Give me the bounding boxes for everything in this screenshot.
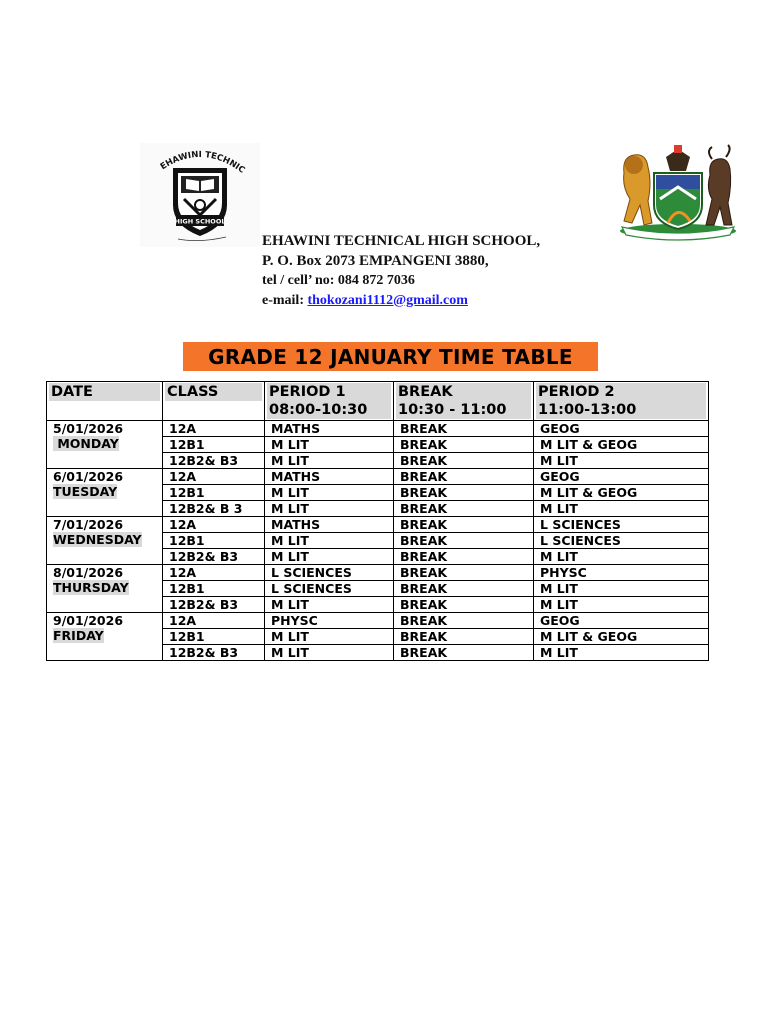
coat-of-arms-logo	[612, 143, 744, 241]
email-label: e-mail:	[262, 292, 304, 308]
class-cell: 12A	[163, 469, 265, 485]
period-1-cell: MATHS	[265, 517, 394, 533]
break-cell: BREAK	[394, 565, 534, 581]
period-2-cell: M LIT	[534, 581, 709, 597]
period-1-cell: L SCIENCES	[265, 565, 394, 581]
break-cell: BREAK	[394, 469, 534, 485]
break-cell: BREAK	[394, 613, 534, 629]
break-cell: BREAK	[394, 581, 534, 597]
period-2-cell: M LIT	[534, 453, 709, 469]
period-1-cell: MATHS	[265, 469, 394, 485]
date-text: 6/01/2026	[53, 469, 124, 484]
svg-text:EHAWINI TECHNICAL: EHAWINI TECHNIC	[158, 149, 247, 176]
break-cell: BREAK	[394, 485, 534, 501]
break-cell: BREAK	[394, 629, 534, 645]
table-body	[47, 421, 709, 661]
timetable-title: GRADE 12 JANUARY TIME TABLE	[208, 344, 573, 369]
period-2-cell: M LIT	[534, 501, 709, 517]
email-line	[262, 291, 540, 311]
class-cell: 12A	[163, 613, 265, 629]
date-text: 9/01/2026	[53, 613, 124, 628]
column-header-label: BREAK	[396, 383, 531, 401]
column-header-period-2	[534, 382, 709, 421]
break-cell: BREAK	[394, 453, 534, 469]
break-cell: BREAK	[394, 533, 534, 549]
column-header-label: PERIOD 1	[267, 383, 391, 401]
column-header-time: 11:00-13:00	[536, 401, 706, 419]
class-cell: 12B1	[163, 629, 265, 645]
period-2-cell: GEOG	[534, 613, 709, 629]
phone-number: tel / cell’ no: 084 872 7036	[262, 273, 415, 288]
table-row	[47, 565, 709, 581]
date-cell	[47, 517, 163, 565]
class-cell: 12B2& B 3	[163, 501, 265, 517]
class-cell: 12B2& B3	[163, 453, 265, 469]
period-1-cell: PHYSC	[265, 613, 394, 629]
period-1-cell: M LIT	[265, 645, 394, 661]
table-row	[47, 469, 709, 485]
school-address-block	[262, 232, 540, 310]
column-header-time: 10:30 - 11:00	[396, 401, 531, 419]
school-crest-logo	[140, 143, 260, 247]
date-text: 8/01/2026	[53, 565, 124, 580]
break-cell: BREAK	[394, 645, 534, 661]
period-2-cell: PHYSC	[534, 565, 709, 581]
date-cell	[47, 613, 163, 661]
period-1-cell: MATHS	[265, 421, 394, 437]
class-cell: 12B2& B3	[163, 597, 265, 613]
column-header-class	[163, 382, 265, 421]
break-cell: BREAK	[394, 597, 534, 613]
postal-address: P. O. Box 2073 EMPANGENI 3880,	[262, 252, 489, 269]
period-1-cell: L SCIENCES	[265, 581, 394, 597]
column-header-time	[165, 401, 262, 419]
timetable-title-banner	[183, 342, 598, 371]
table-header-row	[47, 382, 709, 421]
crest-motto-text: HIGH SCHOOL	[174, 217, 226, 226]
timetable	[46, 381, 709, 661]
date-text: 5/01/2026	[53, 421, 124, 436]
period-2-cell: M LIT & GEOG	[534, 437, 709, 453]
break-cell: BREAK	[394, 437, 534, 453]
class-cell: 12B1	[163, 581, 265, 597]
period-2-cell: M LIT	[534, 645, 709, 661]
column-header-time: 08:00-10:30	[267, 401, 391, 419]
column-header-date	[47, 382, 163, 421]
column-header-time	[49, 401, 160, 419]
day-name: MONDAY	[53, 436, 119, 451]
column-header-label: DATE	[49, 383, 160, 401]
period-2-cell: M LIT & GEOG	[534, 485, 709, 501]
period-2-cell: L SCIENCES	[534, 517, 709, 533]
period-2-cell: GEOG	[534, 421, 709, 437]
column-header-label: CLASS	[165, 383, 262, 401]
date-text: 7/01/2026	[53, 517, 124, 532]
day-name: FRIDAY	[53, 628, 104, 643]
period-2-cell: M LIT	[534, 549, 709, 565]
class-cell: 12B2& B3	[163, 645, 265, 661]
period-2-cell: GEOG	[534, 469, 709, 485]
period-1-cell: M LIT	[265, 437, 394, 453]
period-1-cell: M LIT	[265, 597, 394, 613]
table-row	[47, 517, 709, 533]
table-row	[47, 613, 709, 629]
period-1-cell: M LIT	[265, 533, 394, 549]
class-cell: 12B2& B3	[163, 549, 265, 565]
class-cell: 12B1	[163, 485, 265, 501]
class-cell: 12B1	[163, 437, 265, 453]
period-1-cell: M LIT	[265, 501, 394, 517]
break-cell: BREAK	[394, 549, 534, 565]
class-cell: 12A	[163, 421, 265, 437]
date-cell	[47, 565, 163, 613]
period-1-cell: M LIT	[265, 549, 394, 565]
column-header-break	[394, 382, 534, 421]
day-name: TUESDAY	[53, 484, 118, 499]
break-cell: BREAK	[394, 517, 534, 533]
school-name: EHAWINI TECHNICAL HIGH SCHOOL,	[262, 233, 541, 249]
class-cell: 12A	[163, 565, 265, 581]
period-2-cell: M LIT	[534, 597, 709, 613]
day-name: WEDNESDAY	[53, 532, 142, 547]
period-2-cell: L SCIENCES	[534, 533, 709, 549]
period-1-cell: M LIT	[265, 485, 394, 501]
class-cell: 12A	[163, 517, 265, 533]
break-cell: BREAK	[394, 421, 534, 437]
table-row	[47, 421, 709, 437]
day-name: THURSDAY	[53, 580, 129, 595]
date-cell	[47, 469, 163, 517]
column-header-period-1	[265, 382, 394, 421]
period-1-cell: M LIT	[265, 629, 394, 645]
class-cell: 12B1	[163, 533, 265, 549]
period-1-cell: M LIT	[265, 453, 394, 469]
period-2-cell: M LIT & GEOG	[534, 629, 709, 645]
column-header-label: PERIOD 2	[536, 383, 706, 401]
email-link[interactable]: thokozani1112@gmail.com	[307, 292, 468, 308]
date-cell	[47, 421, 163, 469]
break-cell: BREAK	[394, 501, 534, 517]
